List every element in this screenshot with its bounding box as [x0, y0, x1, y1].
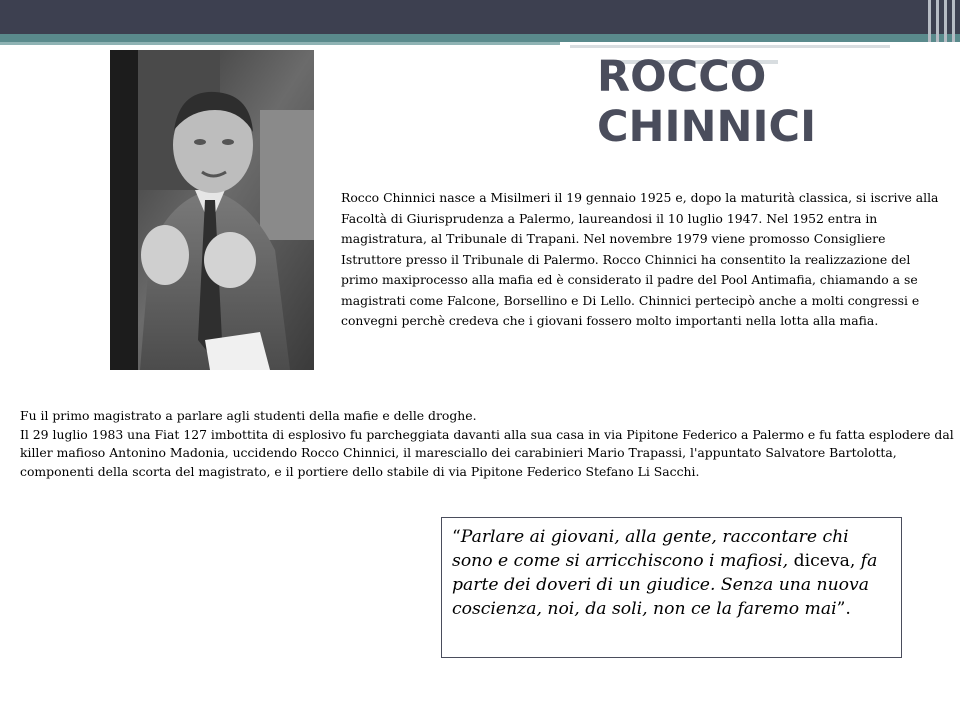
quote-close-mark: ”. — [836, 599, 851, 619]
header-light-line — [570, 45, 890, 48]
quote-box — [441, 517, 902, 658]
header-teal-band — [0, 34, 960, 42]
body-line-second: Il 29 luglio 1983 una Fiat 127 imbottita di esplosivo fu parcheggiata davanti alla sua casa in via Pipitone Federico a Palermo e fu fatta esplodere dal killer mafioso Antonino Madonia, uccidendo Rocco Chinnici, il maresciallo dei carabinieri Mario Trapassi, l'appuntato Salvatore Bartolotta, componenti della scorta del magistrato, e il portiere dello stabile di via Pipitone Federico Stefano Li Sacchi. — [20, 426, 954, 479]
quote-open-mark: “ — [452, 527, 461, 547]
assassination-paragraph — [20, 407, 955, 481]
portrait-photo — [110, 50, 314, 370]
corner-decoration — [924, 0, 960, 45]
header-teal-stripe — [0, 42, 560, 45]
body-line-first: Fu il primo magistrato a parlare agli studenti della mafie e delle droghe. — [20, 408, 477, 423]
biography-paragraph: Rocco Chinnici nasce a Misilmeri il 19 gennaio 1925 e, dopo la maturità classica, si iscrive alla Facoltà di Giurisprudenza a Palermo, laureandosi il 10 luglio 1947. Nel 1952 entra in magistratura, al Tribunale di Trapani. Nel novembre 1979 viene promosso Consigliere Istruttore presso il Tribunale di Palermo. Rocco Chinnici ha consentito la realizzazione del primo maxiprocesso alla mafia ed è considerato il padre del Pool Antimafia, chiamando a se magistrati come Falcone, Borsellino e Di Lello. Chinnici pertecipò anche a molti congressi e convegni perchè credeva che i giovani fossero molto importanti nella lotta alla mafia. — [341, 190, 939, 328]
quote-part-2: diceva, — [788, 551, 861, 571]
quote-part-3: fa parte dei doveri di un giudice. Senza una nuova coscienza, noi, da soli, non ce la faremo mai — [452, 551, 878, 619]
slide-title: ROCCO CHINNICI — [597, 52, 817, 152]
quote-part-1: Parlare ai giovani, alla gente, raccontare chi sono e come si arricchiscono i mafiosi, — [452, 527, 849, 571]
portrait-illustration — [110, 50, 314, 370]
header-dark-band — [0, 0, 960, 34]
